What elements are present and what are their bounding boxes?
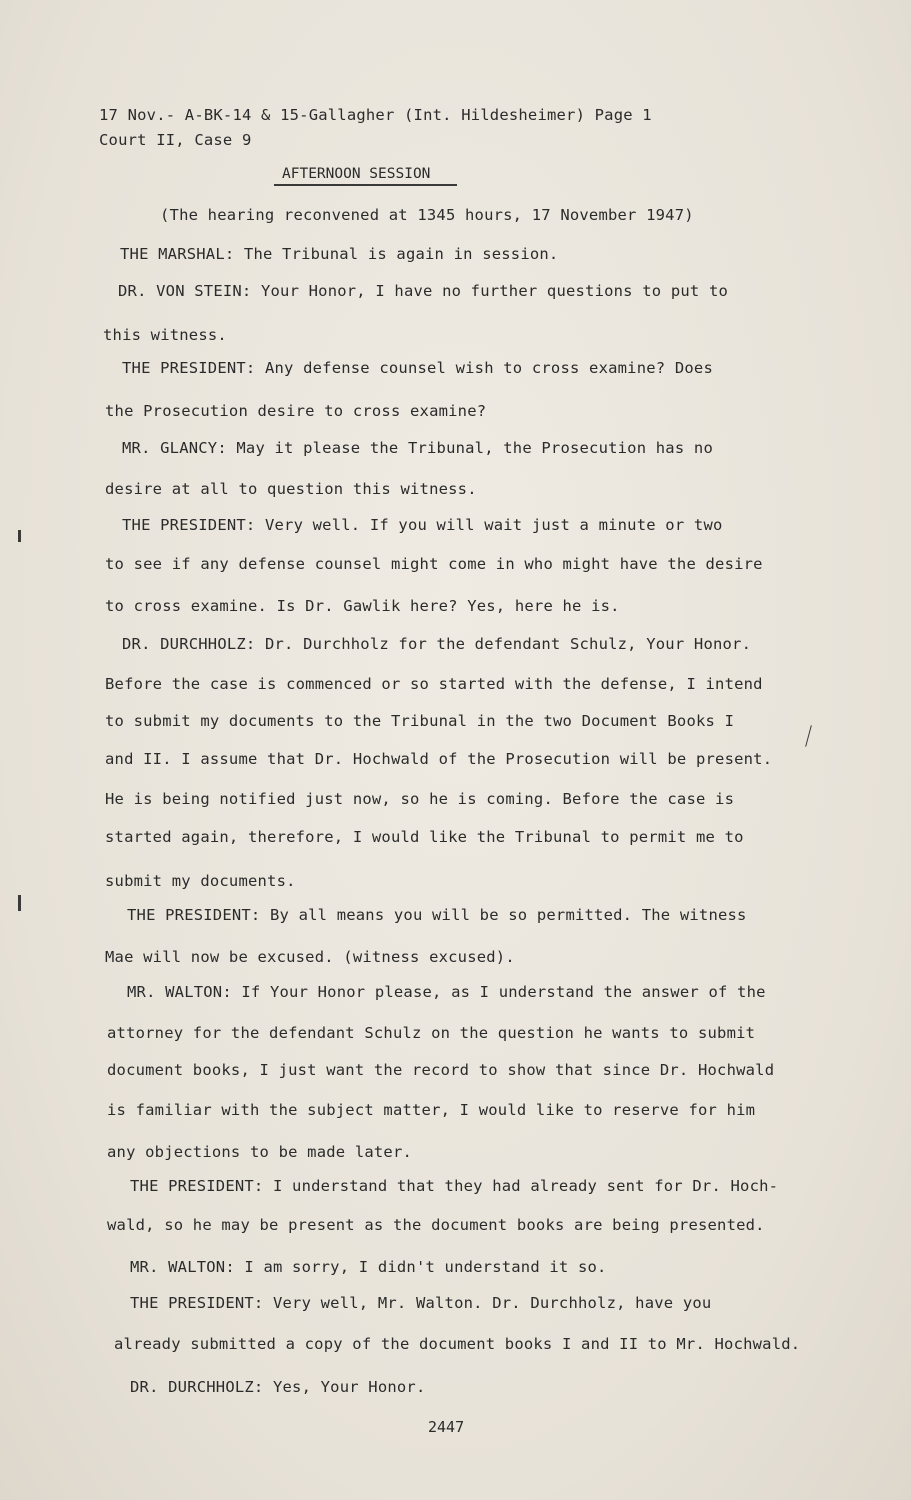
transcript-line: MR. WALTON: If Your Honor please, as I understand the answer of the bbox=[127, 983, 766, 1001]
transcript-line: to cross examine. Is Dr. Gawlik here? Yes, here he is. bbox=[105, 597, 620, 615]
header-line-2: Court II, Case 9 bbox=[99, 131, 252, 149]
transcript-line: document books, I just want the record to show that since Dr. Hochwald bbox=[107, 1061, 775, 1079]
transcript-line: submit my documents. bbox=[105, 872, 296, 890]
transcript-line: is familiar with the subject matter, I would like to reserve for him bbox=[107, 1101, 756, 1119]
transcript-line: to see if any defense counsel might come in who might have the desire bbox=[105, 555, 763, 573]
binding-hole-mark bbox=[18, 530, 21, 542]
transcript-line: already submitted a copy of the document books I and II to Mr. Hochwald. bbox=[114, 1335, 801, 1353]
transcript-line: any objections to be made later. bbox=[107, 1143, 413, 1161]
transcript-line: Before the case is commenced or so started with the defense, I intend bbox=[105, 675, 763, 693]
transcript-line: desire at all to question this witness. bbox=[105, 480, 477, 498]
transcript-line: THE PRESIDENT: Very well. If you will wait just a minute or two bbox=[122, 516, 723, 534]
transcript-line: THE MARSHAL: The Tribunal is again in session. bbox=[120, 245, 559, 263]
binding-hole-mark bbox=[18, 895, 21, 911]
transcript-line: attorney for the defendant Schulz on the question he wants to submit bbox=[107, 1024, 756, 1042]
transcript-line: DR. VON STEIN: Your Honor, I have no further questions to put to bbox=[118, 282, 729, 300]
session-title: AFTERNOON SESSION bbox=[282, 166, 431, 182]
transcript-line: started again, therefore, I would like the Tribunal to permit me to bbox=[105, 828, 744, 846]
transcript-line: to submit my documents to the Tribunal in the two Document Books I bbox=[105, 712, 735, 730]
transcript-line: THE PRESIDENT: Any defense counsel wish to cross examine? Does bbox=[122, 359, 713, 377]
transcript-line: this witness. bbox=[103, 326, 227, 344]
pencil-mark bbox=[805, 725, 812, 747]
transcript-line: THE PRESIDENT: By all means you will be so permitted. The witness bbox=[127, 906, 747, 924]
transcript-line: Mae will now be excused. (witness excused). bbox=[105, 948, 515, 966]
transcript-line: MR. GLANCY: May it please the Tribunal, the Prosecution has no bbox=[122, 439, 713, 457]
page-number: 2447 bbox=[428, 1418, 465, 1436]
header-line-1: 17 Nov.- A-BK-14 & 15-Gallagher (Int. Hildesheimer) Page 1 bbox=[99, 106, 652, 124]
transcript-line: THE PRESIDENT: Very well, Mr. Walton. Dr. Durchholz, have you bbox=[130, 1294, 712, 1312]
transcript-line: wald, so he may be present as the document books are being presented. bbox=[107, 1216, 765, 1234]
transcript-line: THE PRESIDENT: I understand that they had already sent for Dr. Hoch- bbox=[130, 1177, 779, 1195]
transcript-line: DR. DURCHHOLZ: Dr. Durchholz for the defendant Schulz, Your Honor. bbox=[122, 635, 752, 653]
transcript-line: and II. I assume that Dr. Hochwald of the Prosecution will be present. bbox=[105, 750, 773, 768]
transcript-line: MR. WALTON: I am sorry, I didn't understand it so. bbox=[130, 1258, 607, 1276]
transcript-line: He is being notified just now, so he is coming. Before the case is bbox=[105, 790, 735, 808]
transcript-line: (The hearing reconvened at 1345 hours, 17 November 1947) bbox=[160, 206, 694, 224]
transcript-line: the Prosecution desire to cross examine? bbox=[105, 402, 487, 420]
title-underline bbox=[274, 184, 457, 186]
transcript-line: DR. DURCHHOLZ: Yes, Your Honor. bbox=[130, 1378, 426, 1396]
